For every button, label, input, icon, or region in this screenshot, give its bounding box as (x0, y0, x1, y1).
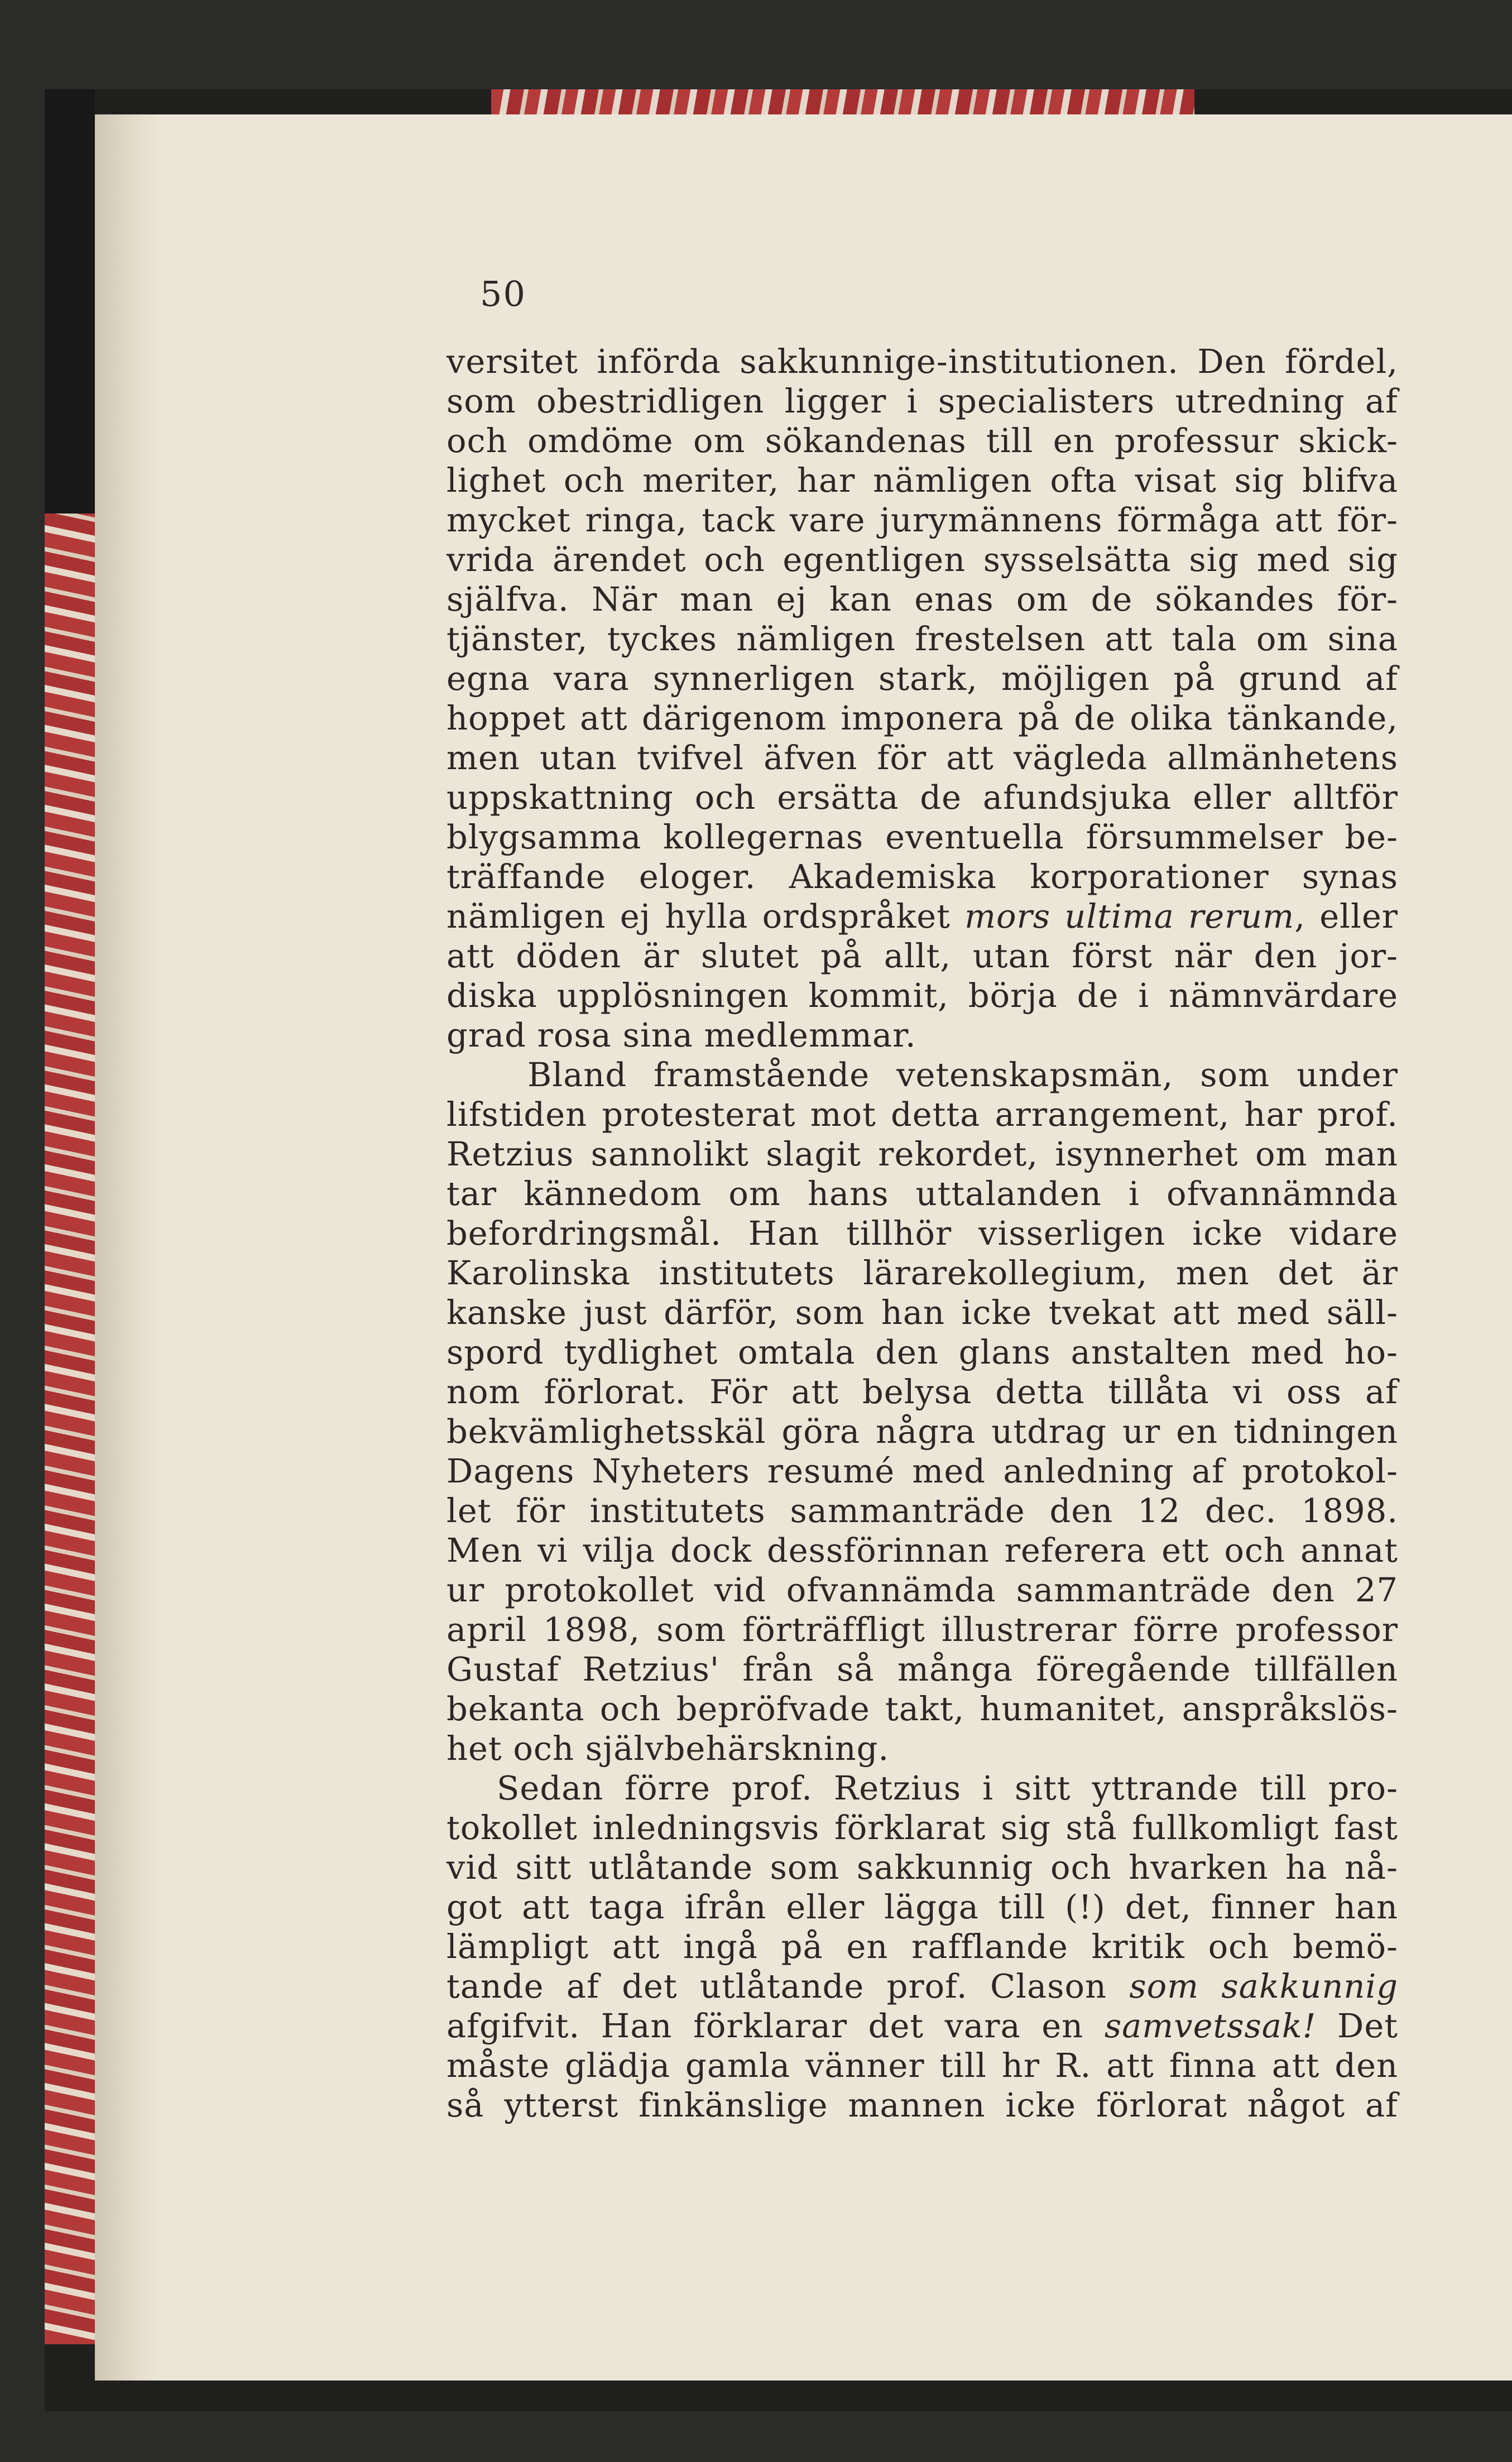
text-line: mycket ringa, tack vare jurymännens förmåga att för- (447, 501, 1398, 539)
text-line: ur protokollet vid ofvannämda sammanträde den 27 (447, 1571, 1398, 1609)
text-line: tjänster, tyckes nämligen frestelsen att tala om sina (447, 620, 1398, 658)
text-segment: , eller (1294, 897, 1398, 935)
text-line: vid sitt utlåtande som sakkunnig och hvarken ha nå- (447, 1848, 1398, 1887)
text-line: egna vara synnerligen stark, möjligen på grund af (447, 659, 1398, 698)
text-line: let för institutets sammanträde den 12 dec. 1898. (447, 1491, 1398, 1530)
text-line: och omdöme om sökandenas till en professur skick- (447, 421, 1398, 460)
text-line: själfva. När man ej kan enas om de sökandes för- (447, 580, 1398, 618)
text-line: vrida ärendet och egentligen sysselsätta sig med sig (447, 540, 1398, 579)
text-line: versitet införda sakkunnige-institutionen. Den fördel, (447, 342, 1398, 381)
text-line: got att taga ifrån eller lägga till (!) det, finner han (447, 1888, 1398, 1926)
text-segment: afgifvit. Han förklarar det vara en (447, 2007, 1105, 2045)
text-line: tokollet inledningsvis förklarat sig stå fullkomligt fast (447, 1808, 1398, 1847)
text-line: befordringsmål. Han tillhör visserligen icke vidare (447, 1214, 1398, 1252)
text-line: diska upplösningen kommit, börja de i nämnvärdare (447, 976, 1398, 1015)
text-line: nom förlorat. För att belysa detta tillåta vi oss af (447, 1372, 1398, 1411)
marbled-edge-left (45, 513, 95, 2344)
italic-phrase: samvetssak! (1104, 2007, 1317, 2045)
text-segment: nämligen ej hylla ordspråket (447, 897, 965, 935)
book-spine (45, 89, 95, 513)
text-line: Retzius sannolikt slagit rekordet, isynnerhet om man (447, 1135, 1398, 1173)
text-line: bekvämlighetsskäl göra några utdrag ur en tidningen (447, 1412, 1398, 1451)
text-line: träffande eloger. Akademiska korporationer synas (447, 857, 1398, 896)
text-line: Karolinska institutets lärarekollegium, men det är (447, 1254, 1398, 1292)
text-line: bekanta och bepröfvade takt, humanitet, anspråkslös- (447, 1690, 1398, 1728)
text-line: Bland framstående vetenskapsmän, som under (527, 1055, 1398, 1094)
text-line (447, 2006, 1398, 2046)
text-line: blygsamma kollegernas eventuella försummelser be- (447, 818, 1398, 856)
text-line: het och självbehärskning. (447, 1729, 890, 1768)
text-line: som obestridligen ligger i specialisters utredning af (447, 382, 1398, 420)
body-text (447, 342, 1398, 2125)
text-line: lifstiden protesterat mot detta arrangement, har prof. (447, 1095, 1398, 1134)
text-line: måste glädja gamla vänner till hr R. att finna att den (447, 2046, 1398, 2085)
text-line (447, 1966, 1398, 2006)
text-segment: tande af det utlåtande prof. Clason (447, 1967, 1130, 2005)
text-line: spord tydlighet omtala den glans anstalten med ho- (447, 1333, 1398, 1371)
text-segment: Det (1316, 2007, 1398, 2045)
marbled-edge-top (491, 89, 1194, 117)
page-gutter-shadow (95, 114, 162, 2381)
text-line: men utan tvifvel äfven för att vägleda allmänhetens (447, 738, 1398, 777)
text-line: så ytterst finkänslige mannen icke förlorat något af (447, 2086, 1398, 2124)
page-number: 50 (480, 273, 526, 314)
text-line (447, 896, 1398, 936)
text-line: Dagens Nyheters resumé med anledning af protokol- (447, 1452, 1398, 1490)
text-line: att döden är slutet på allt, utan först när den jor- (447, 937, 1398, 975)
text-line: Sedan förre prof. Retzius i sitt yttrande till pro- (497, 1769, 1398, 1807)
text-line: uppskattning och ersätta de afundsjuka eller alltför (447, 778, 1398, 817)
text-line: tar kännedom om hans uttalanden i ofvannämnda (447, 1174, 1398, 1213)
text-line: hoppet att därigenom imponera på de olika tänkande, (447, 699, 1398, 737)
italic-phrase: mors ultima rerum (964, 897, 1295, 935)
text-line: lighet och meriter, har nämligen ofta visat sig blifva (447, 461, 1398, 500)
text-line: Gustaf Retzius' från så många föregående tillfällen (447, 1650, 1398, 1688)
text-line: kanske just därför, som han icke tvekat att med säll- (447, 1293, 1398, 1332)
text-line: grad rosa sina medlemmar. (447, 1016, 916, 1054)
text-line: april 1898, som förträffligt illustrerar förre professor (447, 1610, 1398, 1649)
italic-phrase: som sakkunnig (1129, 1967, 1398, 2005)
text-line: lämpligt att ingå på en rafflande kritik och bemö- (447, 1927, 1398, 1966)
text-line: Men vi vilja dock dessförinnan referera ett och annat (447, 1531, 1398, 1570)
